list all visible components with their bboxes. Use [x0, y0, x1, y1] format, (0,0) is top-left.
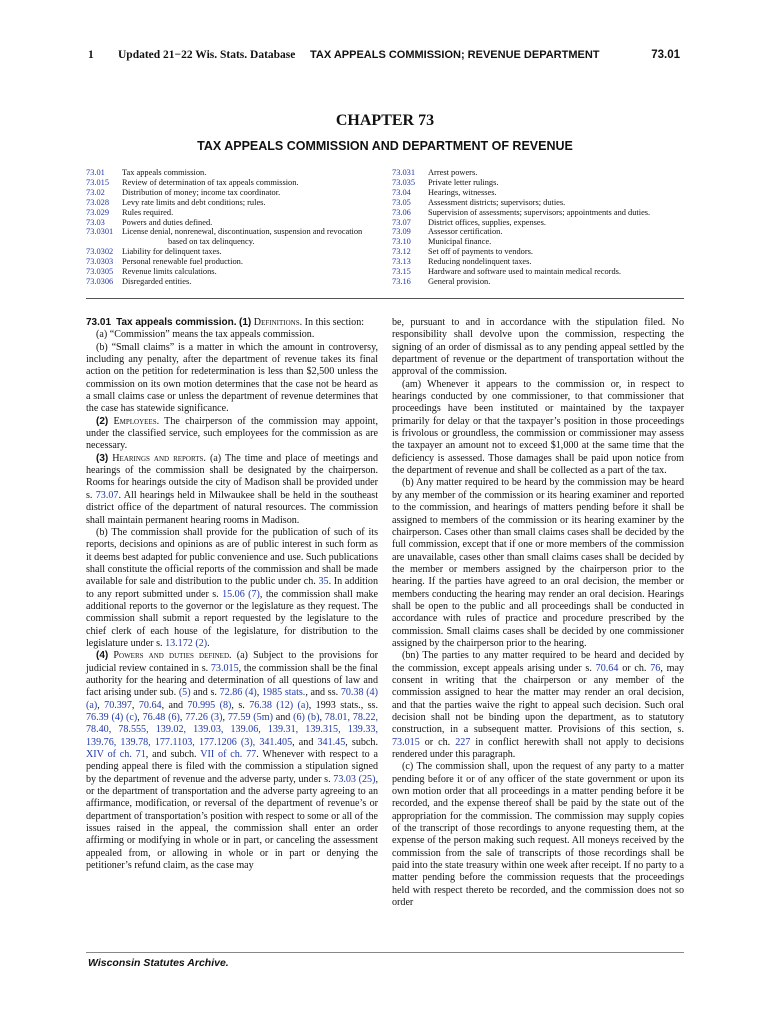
toc-entry[interactable]	[392, 218, 684, 228]
paragraph-text: , and subch.	[145, 749, 197, 761]
subsection-number: (3)	[96, 452, 109, 464]
toc-section-title: Assessor certification.	[428, 227, 503, 237]
subsection-label: Hearings and reports.	[112, 452, 206, 464]
section-divider	[86, 298, 684, 299]
toc-entry[interactable]	[86, 218, 378, 228]
toc-section-title: Hearings, witnesses.	[428, 187, 497, 197]
toc-section-number[interactable]: 73.031	[392, 168, 416, 177]
toc-section-title: Levy rate limits and debt conditions; rules.	[122, 197, 266, 207]
toc-section-number[interactable]: 73.029	[86, 207, 110, 217]
toc-section-title: Review of determination of tax appeals commission.	[122, 177, 299, 187]
toc-section-number[interactable]: 73.03	[86, 217, 105, 227]
paragraph-text: (b) The commission shall provide for the publication of such of its reports, decisions and opinions as are of public interest in such form as it deems best adapted for public convenience and use. Such publications shall constitute the official reports of the commission and shall be made available for sale and distribution to the public under ch.	[86, 526, 378, 588]
body-left-column	[86, 317, 378, 872]
body-right-column	[392, 317, 684, 910]
paragraph-text: , or the department of transportation and the adverse party agreeing to an affirmance, modification, or reversal of the department of revenue’s or department of transportation’s position with respect to some or all of the issues raised in the appeal, the commission shall enter an order affirming or modifying in whole or in part, or canceling the assessment appealed from, or allowing in whole or in part or denying the petitioner’s refund claim, as the case may	[86, 773, 378, 872]
toc-entry[interactable]	[86, 237, 378, 247]
paragraph-4a	[86, 650, 378, 872]
toc-section-title: Tax appeals commission.	[122, 168, 207, 177]
running-title: TAX APPEALS COMMISSION; REVENUE DEPARTMENT	[310, 49, 600, 61]
paragraph-text: ,	[137, 712, 140, 723]
toc-section-number[interactable]: 73.035	[392, 177, 416, 187]
statute-link[interactable]: 70.995 (8)	[187, 699, 232, 711]
statute-link[interactable]: VII of ch. 77	[200, 749, 257, 761]
toc-entry[interactable]	[392, 277, 684, 287]
paragraph-text: , s.	[231, 699, 245, 711]
toc-entry[interactable]	[86, 178, 378, 188]
paragraph-4bn	[392, 650, 684, 761]
paragraph-text: ,	[256, 687, 260, 699]
paragraph-text: ,	[179, 712, 183, 723]
paragraph-text: The chairperson of the commission may appoint, under the classified service, such employees for the commission as are necessary.	[86, 415, 378, 452]
toc-right-column	[392, 168, 684, 287]
paragraph-text: .	[207, 637, 210, 649]
toc-entry[interactable]	[392, 208, 684, 218]
statute-link[interactable]: 73.03 (25)	[333, 773, 376, 785]
statute-link[interactable]: 72.86 (4)	[219, 687, 257, 699]
toc-section-number[interactable]: 73.16	[392, 276, 411, 286]
toc-section-number[interactable]: 73.01	[86, 168, 105, 177]
paragraph-2	[86, 416, 378, 453]
toc-section-title: Revenue limits calculations.	[122, 267, 217, 277]
toc-entry[interactable]	[86, 168, 378, 178]
toc-section-title: Private letter rulings.	[428, 177, 499, 187]
paragraph-text: or ch.	[622, 662, 647, 674]
paragraph-text: . Whenever with respect to a pending appeal there is filed with the commission a stipulation signed by the department of revenue and the adverse party, under s.	[86, 749, 378, 785]
paragraph-text: . In addition to any report submitted under s.	[86, 576, 378, 600]
paragraph-text: (bn) The parties to any matter required to be heard and decided by the commission, except appeals arising under s.	[392, 650, 684, 674]
subsection-label: Powers and duties defined.	[113, 650, 232, 662]
statute-link[interactable]: 35	[318, 576, 329, 588]
toc-section-number[interactable]: 73.10	[392, 237, 411, 247]
paragraph-text: ,	[319, 712, 322, 723]
heading-text: In this section:	[304, 317, 365, 328]
toc-section-number[interactable]: 73.0301	[86, 227, 114, 237]
paragraph-text: ,	[222, 712, 226, 723]
paragraph-1a: (a) “Commission” means the tax appeals commission.	[96, 329, 315, 341]
paragraph-text: , may consent in writing that the chairperson or any member of the commission assigned to hear the matter may render an oral decision, and that the parties waive the right to appeal such decision. Such oral decision shall not be binding upon the department, as to statutory construction, in a subsequent matter. Provisions of this section, s.	[392, 662, 685, 736]
paragraph-4b: (b) Any matter required to be heard by the commission may be heard by any member of the commission or its hearing examiner and reported to the commission, and hearings of matters pending before it shall be assigned to members of the commission or its hearing examiner by the chairperson. Cases other than small claims cases shall be decided by the full commission, except that if one or more members of the commission are unavailable, cases other than small claims cases shall be decided by the member or members assigned by the chairperson prior to the hearing. If the parties have agreed to an oral decision, the member or members conducting the hearing may render an oral decision. Hearings shall be open to the public and all proceedings shall be conducted in accordance with rules of practice and procedure prescribed by the commission. Small claims cases shall be decided by one commissioner assigned by the chairperson prior to the hearing.	[392, 477, 684, 649]
statute-link[interactable]: 76.38 (12) (a)	[249, 699, 309, 711]
toc-entry[interactable]	[392, 227, 684, 237]
toc-section-number[interactable]: 73.04	[392, 187, 411, 197]
subsection-label: Definitions.	[253, 317, 303, 328]
toc-section-number[interactable]: 73.0306	[86, 276, 114, 286]
toc-entry[interactable]	[86, 208, 378, 218]
toc-left-column	[86, 168, 378, 287]
toc-entry[interactable]	[86, 247, 378, 257]
paragraph-text: ,	[131, 699, 135, 711]
toc-entry[interactable]	[392, 178, 684, 188]
toc-section-number[interactable]: 73.06	[392, 207, 411, 217]
statute-link[interactable]: 73.07	[95, 489, 119, 501]
statute-link[interactable]: 70.64	[138, 699, 162, 711]
statute-link[interactable]: 1985 stats.	[262, 687, 306, 699]
paragraph-text: , and	[292, 736, 314, 748]
section-number: 73.01	[86, 317, 112, 328]
section-title: Tax appeals commission.	[116, 317, 237, 328]
toc-section-number[interactable]: 73.02	[86, 187, 105, 197]
statute-link[interactable]: 341.45	[317, 736, 346, 748]
running-section: 73.01	[651, 49, 680, 61]
paragraph-text: in conflict herewith shall not apply to decisions rendered under this paragraph.	[392, 736, 684, 761]
statute-link[interactable]: XIV of ch. 71	[86, 749, 146, 761]
statute-link[interactable]: 78.01, 78.22, 78.40, 78.555, 139.02, 139.03, 139.06, 139.31, 139.315, 139.33, 139.76, 139.78, 177.1103, 177.1206 (3), 341.405	[86, 712, 379, 748]
toc-section-number[interactable]: 73.09	[392, 227, 411, 237]
toc-entry[interactable]	[392, 247, 684, 257]
toc-entry[interactable]	[392, 257, 684, 267]
edition-label: Updated 21−22 Wis. Stats. Database	[118, 49, 296, 61]
paragraph-text: , 1993 stats., ss.	[308, 699, 378, 711]
toc-section-number[interactable]: 73.0303	[86, 257, 114, 267]
toc-entry[interactable]	[86, 188, 378, 198]
toc-section-title: Municipal finance.	[428, 237, 492, 247]
toc-section-number[interactable]	[132, 237, 168, 247]
toc-section-title: Reducing nondelinquent taxes.	[428, 257, 532, 267]
statute-link[interactable]: 77.26 (3)	[185, 712, 223, 723]
toc-entry[interactable]	[86, 257, 378, 267]
paragraph-text: , the commission shall be the final authority for the hearing and determination of all questions of law and fact arising under sub.	[86, 662, 378, 699]
toc-entry[interactable]	[392, 237, 684, 247]
statute-link[interactable]: 70.38 (4) (a)	[86, 687, 378, 711]
paragraph-text: , the commission shall make additional reports to the governor or the legislature as they request. The commission shall submit a report requested by the legislature to the chief clerk of each house of the legislature, for distribution to the legislature under s.	[86, 588, 378, 649]
running-head	[88, 49, 680, 65]
footer-divider	[86, 952, 684, 953]
paragraph-text: . All hearings held in Milwaukee shall be held in the southeast district office of the department of natural resources. The commission shall maintain permanent hearing rooms in Madison.	[86, 489, 379, 526]
paragraph-text: and s.	[193, 687, 217, 699]
toc-section-title: Hardware and software used to maintain medical records.	[428, 267, 622, 277]
toc-section-number[interactable]: 73.028	[86, 197, 110, 207]
subsection-number: (4)	[96, 650, 109, 662]
statute-link[interactable]: 70.64	[595, 662, 619, 674]
toc-section-number[interactable]: 73.15	[392, 267, 411, 277]
paragraph-text: ,	[97, 699, 100, 711]
toc-section-number[interactable]: 73.0302	[86, 247, 114, 257]
toc-section-number[interactable]: 73.12	[392, 247, 411, 257]
paragraph-text: , and	[161, 699, 184, 711]
paragraph-text: , and ss.	[305, 687, 339, 699]
toc-entry[interactable]	[392, 267, 684, 277]
statute-link[interactable]: 15.06 (7)	[222, 588, 260, 600]
toc-section-title: Rules required.	[122, 207, 174, 217]
subsection-number: (1)	[239, 317, 252, 328]
toc-section-title: based on tax delinquency.	[168, 237, 255, 247]
toc-section-title: General provision.	[428, 276, 491, 286]
statute-link[interactable]: 76.39 (4) (c)	[86, 712, 138, 723]
toc-section-number[interactable]: 73.05	[392, 197, 411, 207]
paragraph-continued: be, pursuant to and in accordance with the stipulation filed. No responsibility shall devolve upon the commission, respecting the signing of an order of dismissal as to any pending appeal settled by the department of revenue or the department of transportation without the approval of the commission.	[392, 317, 684, 378]
toc-section-title: Set off of payments to vendors.	[428, 247, 533, 257]
toc-section-number[interactable]: 73.13	[392, 257, 411, 267]
toc-entry[interactable]	[392, 198, 684, 208]
chapter-title: TAX APPEALS COMMISSION AND DEPARTMENT OF REVENUE	[197, 139, 573, 153]
toc-section-title: Assessment districts; supervisors; duties.	[428, 197, 566, 207]
statute-link[interactable]: (6) (b)	[293, 712, 320, 723]
statute-link[interactable]: 73.015	[392, 736, 420, 748]
paragraph-4c: (c) The commission shall, upon the request of any party to a matter pending before it or of any officer of the state government or upon its own motion order that all proceedings in a matter pending before it be recorded, and the expense thereof shall be paid by the state out of the appropriation for the commission. The commission may supply copies of the transcript of those recordings to anyone requesting them, at the expense of the person making such request. All moneys received by the commission from the sale of transcripts of those recordings shall be paid into the state treasury within one week after receipt. If no party to a matter pending before the commission requests that the proceedings held with respect thereto be recorded, and the commission does not so order	[392, 761, 684, 909]
toc-section-number[interactable]: 73.07	[392, 217, 411, 227]
toc-section-title: Arrest powers.	[428, 168, 478, 177]
toc-entry[interactable]	[86, 267, 378, 277]
toc-section-title: Personal renewable fuel production.	[122, 257, 243, 267]
statute-link[interactable]: 76	[650, 662, 661, 674]
paragraph-4am: (am) Whenever it appears to the commission or, in respect to hearings conducted by one commissioner, to that commissioner that proceedings have been instituted or maintained by the taxpayer primarily for delay or that the taxpayer’s position in those proceedings is frivolous or groundless, the commission or commissioner may assess the taxpayer an amount not to exceed $1,000 at the same time that the deficiency is assessed. Those damages shall be paid upon notice from the department of revenue and shall be collected as a part of the tax.	[392, 378, 684, 477]
paragraph-text: and	[275, 712, 291, 723]
paragraph-3b	[86, 527, 378, 650]
toc-entry[interactable]	[86, 198, 378, 208]
toc-entry[interactable]	[392, 188, 684, 198]
toc-entry[interactable]	[86, 227, 378, 237]
toc-section-title: Disregarded entities.	[122, 276, 192, 286]
subsection-number: (2)	[96, 415, 109, 427]
statute-link[interactable]: (5)	[178, 687, 191, 699]
paragraph-text: or ch.	[424, 736, 451, 748]
paragraph-text: (a) The time and place of meetings and hearings of the commission shall be designated by the chairperson. Rooms for hearings outside the city of Madison shall be provided under s.	[86, 452, 379, 501]
toc-section-number[interactable]: 73.0305	[86, 267, 114, 277]
paragraph-1b: (b) “Small claims” is a matter in which the amount in controversy, including any penalty, after the department of revenue takes its final action on the petition for redetermination is less than $2,500 unless the commission on its own motion determines that the case not be heard as a small claims case or unless the department of revenue determines that the case has statewide significance.	[86, 341, 378, 415]
toc-section-title: Distribution of money; income tax coordinator.	[122, 187, 281, 197]
paragraph-text: (a) Subject to the provisions for judicial review contained in s.	[86, 650, 379, 674]
paragraph-3a	[86, 453, 378, 527]
statute-link[interactable]: 13.172 (2)	[165, 637, 208, 649]
statute-link[interactable]: 77.59 (5m)	[227, 712, 273, 723]
statute-link[interactable]: 70.397	[104, 699, 132, 711]
chapter-label: CHAPTER 73	[335, 112, 435, 129]
toc-entry[interactable]	[86, 277, 378, 287]
toc-section-number[interactable]: 73.015	[86, 177, 110, 187]
statute-link[interactable]: 227	[455, 736, 471, 748]
subsection-label: Employees.	[113, 415, 160, 427]
statute-link[interactable]: 73.015	[210, 662, 239, 674]
section-heading-paragraph	[86, 317, 378, 329]
toc-section-title: District offices, supplies, expenses.	[428, 217, 547, 227]
toc-section-title: License denial, nonrenewal, discontinuation, suspension and revocation	[122, 227, 363, 237]
footer-text: Wisconsin Statutes Archive.	[88, 957, 229, 969]
toc-section-title: Liability for delinquent taxes.	[122, 247, 222, 257]
paragraph-text: , subch.	[345, 736, 378, 748]
toc-section-title: Supervision of assessments; supervisors; appointments and duties.	[428, 207, 651, 217]
statute-link[interactable]: 76.48 (6)	[142, 712, 180, 723]
toc-entry[interactable]	[392, 168, 684, 178]
toc-section-title: Powers and duties defined.	[122, 217, 213, 227]
page-number: 1	[88, 49, 94, 61]
